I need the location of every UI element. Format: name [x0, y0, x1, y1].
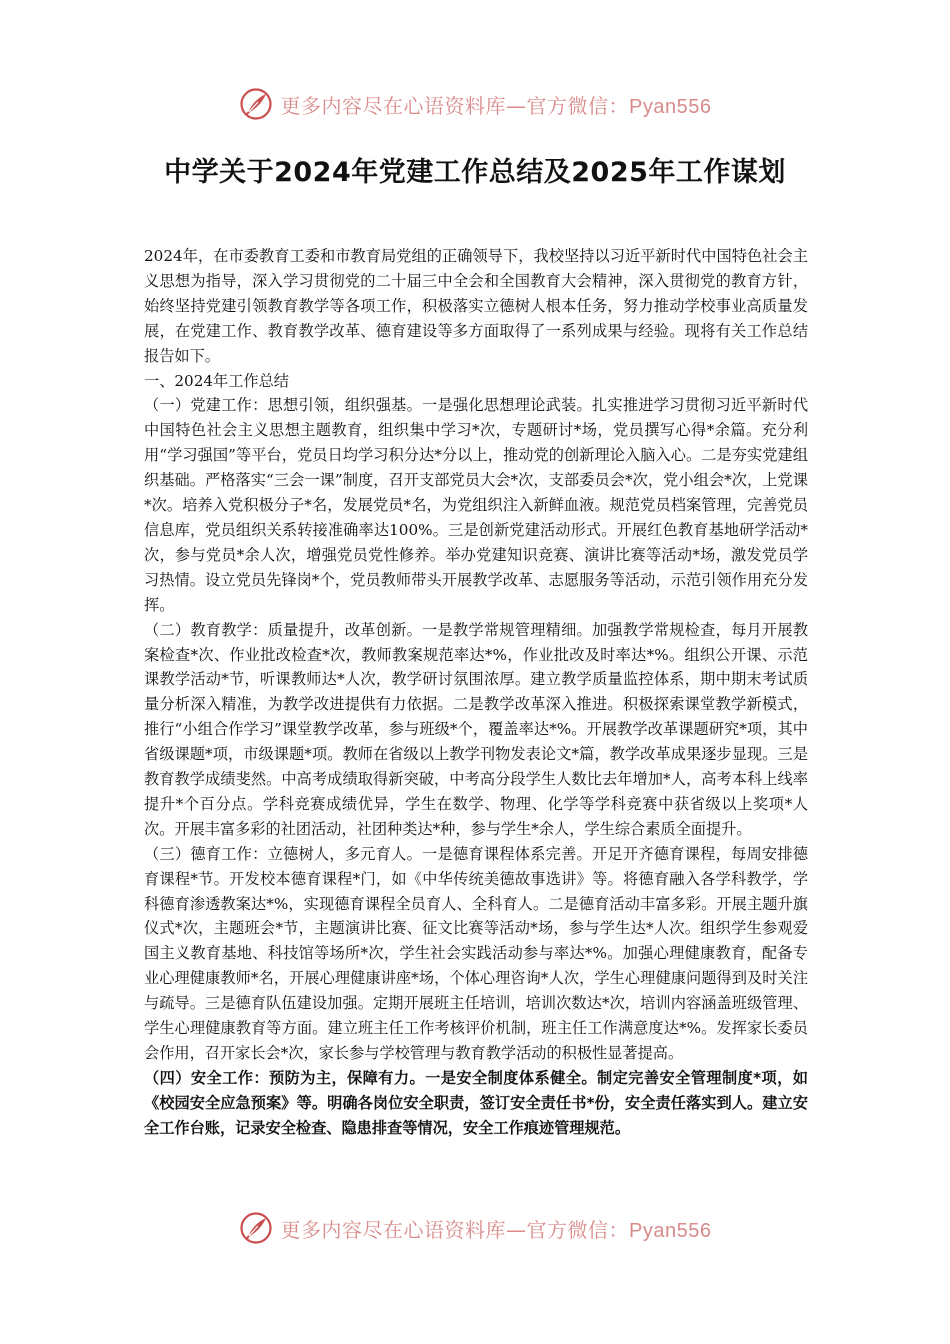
watermark-wechat-id: Pyan556 [629, 95, 712, 118]
document-title: 中学关于2024年党建工作总结及2025年工作谋划 [164, 157, 786, 188]
intro-paragraph: 2024年，在市委教育工委和市教育局党组的正确领导下，我校坚持以习近平新时代中国特色社会主义思想为指导，深入学习贯彻党的二十届三中全会和全国教育大会精神，深入贯彻党的教育方针，始终坚持党建引领教育教学等各项工作，积极落实立德树人根本任务，努力推动学校事业高质量发展，在党建工作、教育教学改革、德育建设等多方面取得了一系列成果与经验。现将有关工作总结报告如下。 [144, 247, 808, 365]
teaching-paragraph: （二）教育教学：质量提升，改革创新。一是教学常规管理精细。加强教学常规检查，每月开展教案检查*次、作业批改检查*次，教师教案规范率达*%，作业批改及时率达*%。组织公开课、示范课教学活动*节，听课教师达*人次，教学研讨氛围浓厚。建立教学质量监控体系，期中期末考试质量分析深入精准，为教学改进提供有力依据。二是教学改革深入推进。积极探索课堂教学新模式，推行“小组合作学习”课堂教学改革，参与班级*个，覆盖率达*%。开展教学改革课题研究*项，其中省级课题*项，市级课题*项。教师在省级以上教学刊物发表论文*篇，教学改革成果逐步显现。三是教育教学成绩斐然。中高考成绩取得新突破，中考高分段学生人数比去年增加*人，高考本科上线率提升*个百分点。学科竞赛成绩优异，学生在数学、物理、化学等学科竞赛中获省级以上奖项*人次。开展丰富多彩的社团活动，社团种类达*种，参与学生*余人，学生综合素质全面提升。 [144, 620, 808, 838]
watermark-site-name: 更多内容尽在心语资料库 [280, 93, 507, 118]
watermark-header [0, 84, 950, 124]
watermark-site-name: 更多内容尽在心语资料库 [280, 1217, 507, 1242]
watermark-wechat-label: 官方微信： [526, 1217, 630, 1242]
watermark-footer [0, 1208, 950, 1248]
moral-education-paragraph: （三）德育工作：立德树人，多元育人。一是德育课程体系完善。开足开齐德育课程，每周安排德育课程*节。开发校本德育课程*门，如《中华传统美德故事选讲》等。将德育融入各学科教学，学科德育渗透教案达*%，实现德育课程全员育人、全科育人。二是德育活动丰富多彩。开展主题升旗仪式*次，主题班会*节，主题演讲比赛、征文比赛等活动*场，参与学生达*人次。组织学生参观爱国主义教育基地、科技馆等场所*次，学生社会实践活动参与率达*%。加强心理健康教育，配备专业心理健康教师*名，开展心理健康讲座*场，个体心理咨询*人次，学生心理健康问题得到及时关注与疏导。三是德育队伍建设加强。定期开展班主任培训，培训次数达*次，培训内容涵盖班级管理、学生心理健康教育等方面。建立班主任工作考核评价机制，班主任工作满意度达*%。发挥家长委员会作用，召开家长会*次，家长参与学校管理与教育教学活动的积极性显著提高。 [144, 844, 808, 1062]
party-building-paragraph: （一）党建工作：思想引领，组织强基。一是强化思想理论武装。扎实推进学习贯彻习近平新时代中国特色社会主义思想主题教育，组织集中学习*次，专题研讨*场，党员撰写心得*余篇。充分利用“学习强国”等平台，党员日均学习积分达*分以上，推动党的创新理论入脑入心。二是夯实党建组织基础。严格落实“三会一课”制度，召开支部党员大会*次，支部委员会*次，党小组会*次，上党课*次。培养入党积极分子*名，发展党员*名，为党组织注入新鲜血液。规范党员档案管理，完善党员信息库，党员组织关系转接准确率达100%。三是创新党建活动形式。开展红色教育基地研学活动*次，参与党员*余人次，增强党员党性修养。举办党建知识竞赛、演讲比赛等活动*场，激发党员学习热情。设立党员先锋岗*个，党员教师带头开展教学改革、志愿服务等活动，示范引领作用充分发挥。 [144, 396, 808, 614]
safety-paragraph: （四）安全工作：预防为主，保障有力。一是安全制度体系健全。制定完善安全管理制度*项，如《校园安全应急预案》等。明确各岗位安全职责，签订安全责任书*份，安全责任落实到人。建立安全工作台账，记录安全检查、隐患排查等情况，安全工作痕迹管理规范。 [144, 1068, 808, 1137]
watermark-dash: — [506, 93, 527, 118]
section-heading: 一、2024年工作总结 [144, 371, 289, 390]
feather-pen-logo-icon [239, 1211, 273, 1245]
feather-pen-logo-icon [239, 87, 273, 121]
watermark-wechat-id: Pyan556 [629, 1219, 712, 1242]
watermark-wechat-label: 官方微信： [526, 93, 630, 118]
watermark-text [281, 90, 712, 119]
document-body [144, 244, 808, 1141]
watermark-dash: — [506, 1217, 527, 1242]
watermark-text [281, 1214, 712, 1243]
